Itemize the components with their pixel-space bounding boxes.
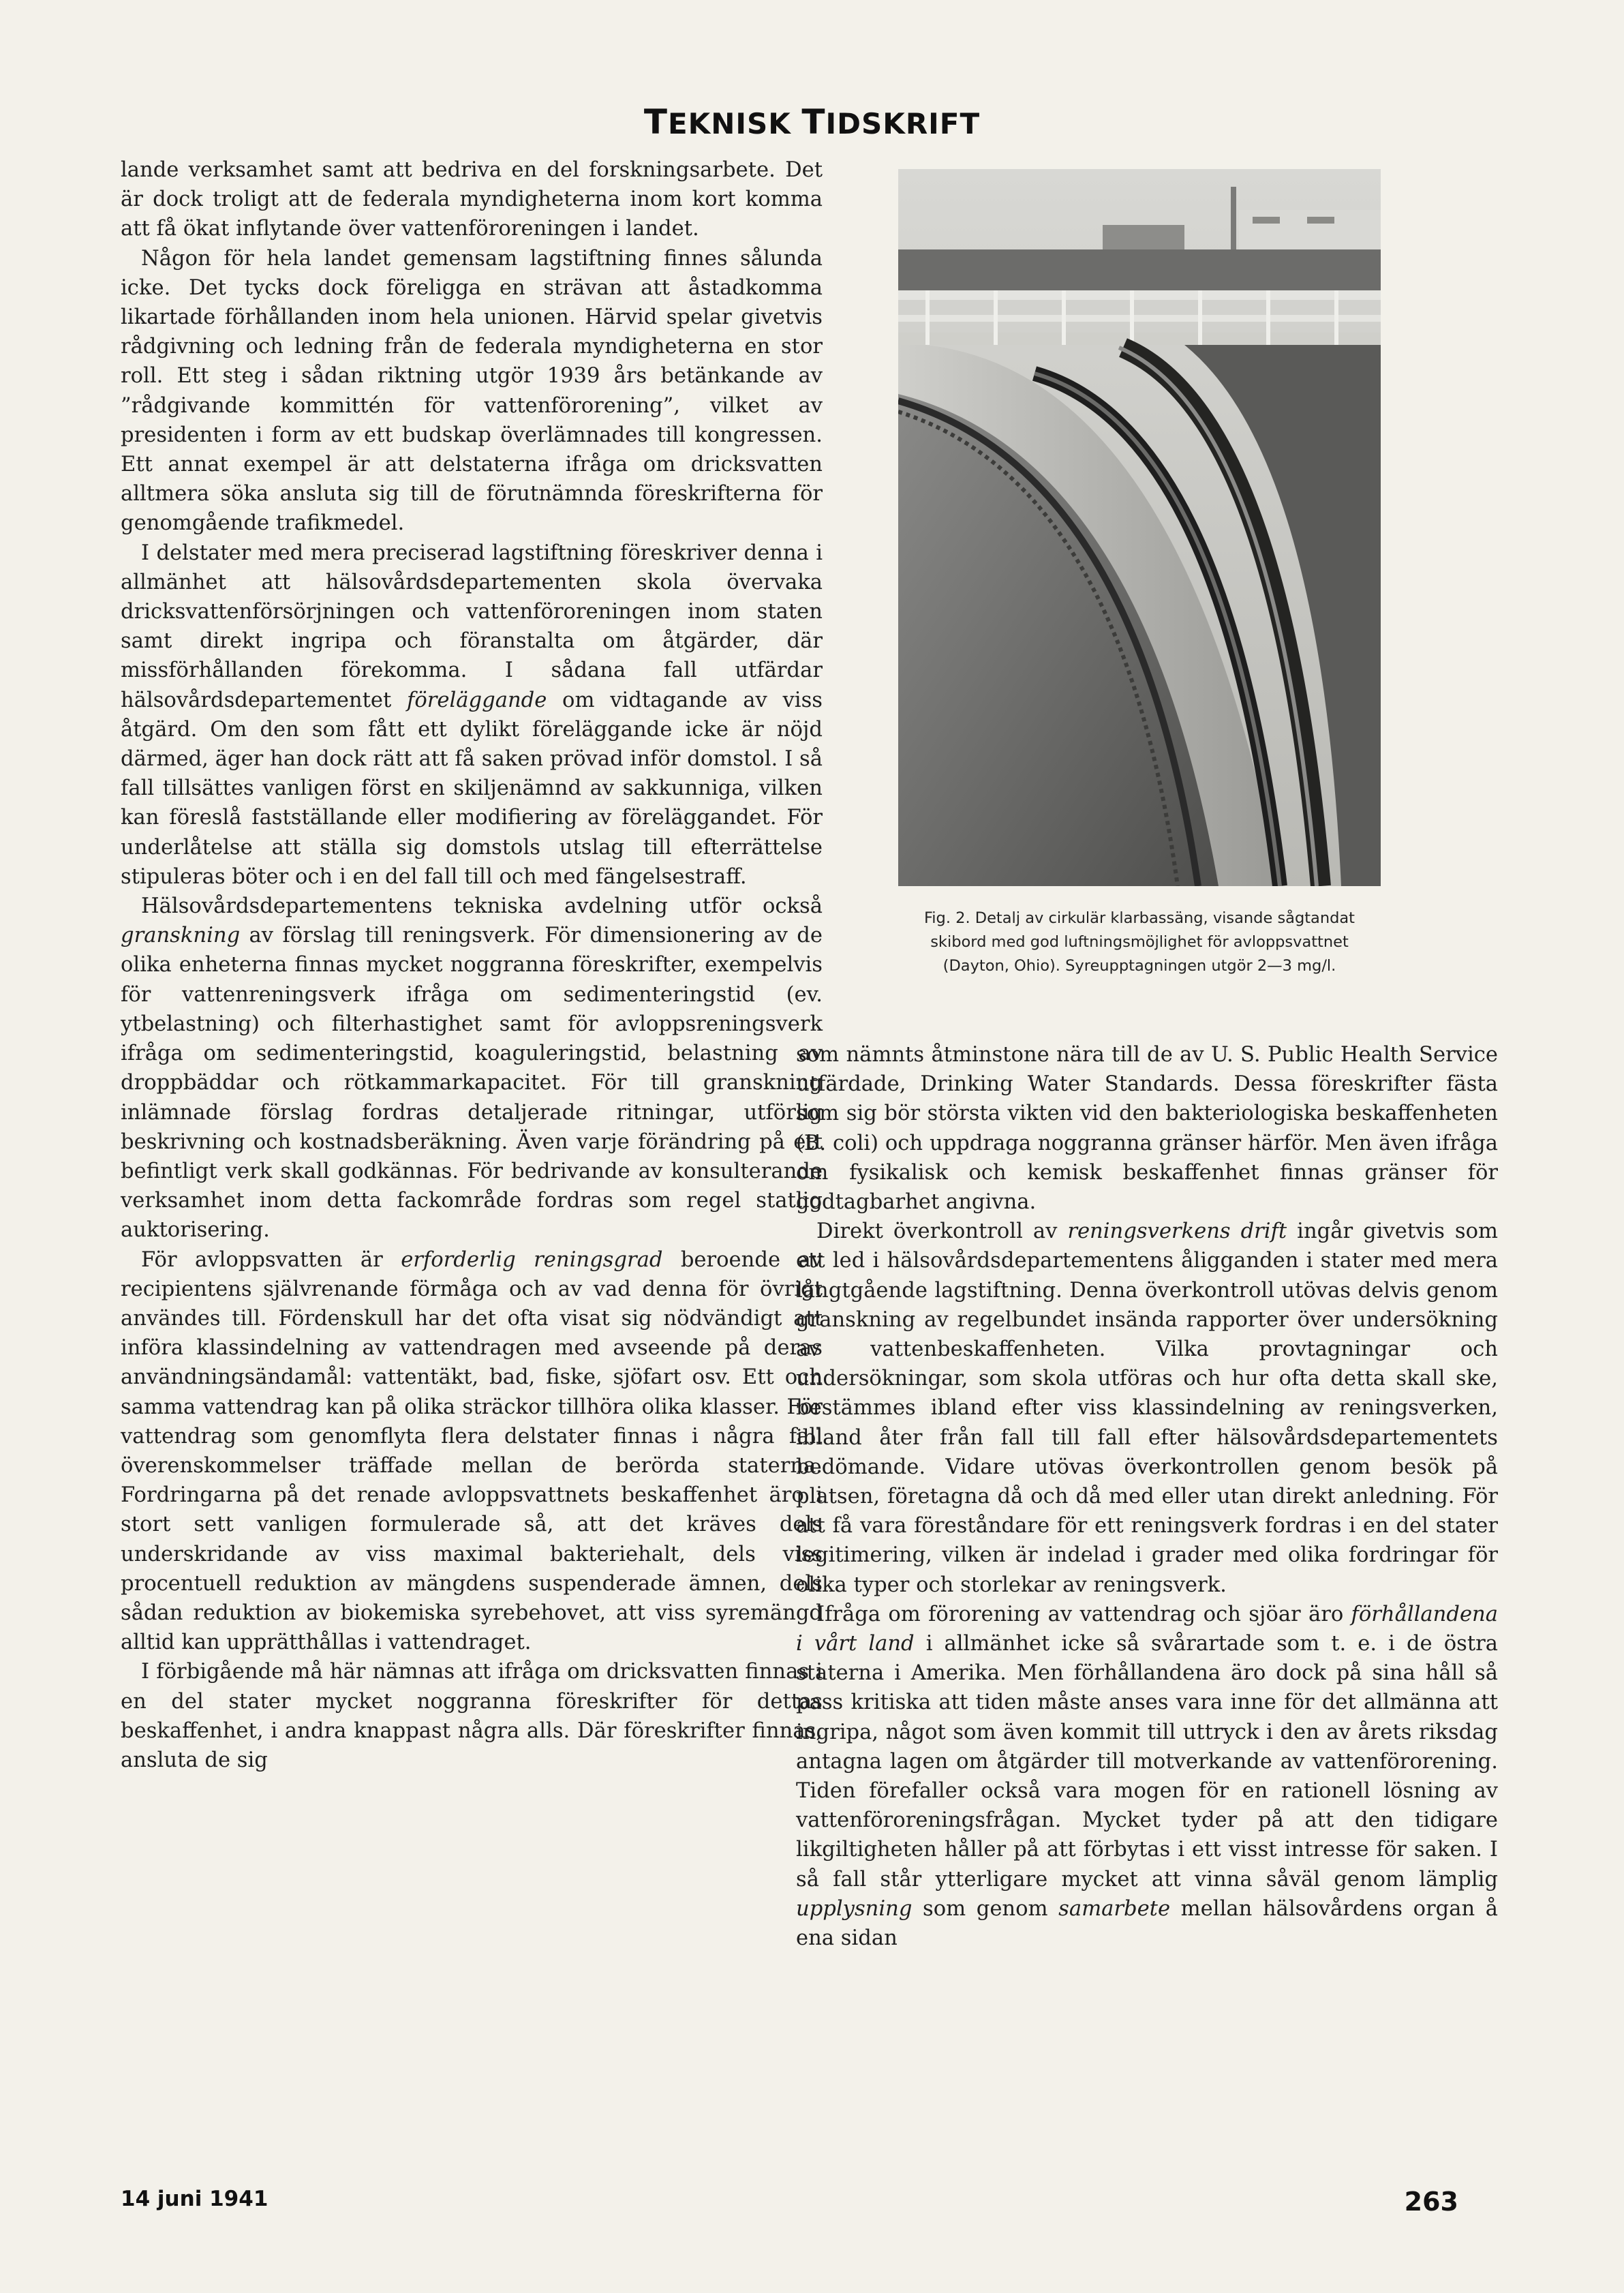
right-text-column: [796, 1040, 1498, 1953]
paragraph: [796, 1040, 1498, 1217]
text-run: ingår givetvis som ett led i hälsovårdsdepartementens åligganden i stater med mera långtgående lagstiftning. Denna överkontroll utövas delvis genom granskning av regelbundet insända rapporter över undersökning av vattenbeskaffenheten. Vilka provtagningar och undersökningar, som skola utföras och hur ofta detta skall ske, bestämmes ibland efter viss klassindelning av reningsverken, ibland åter från fall till fall efter hälsovårdsdepartementets bedömande. Vidare utövas överkontrollen genom besök på platsen, företagna då och då med eller utan direkt anledning. För att få vara föreståndare för ett reningsverk fordras i en del stater legitimering, vilken är indelad i grader med olika fordringar för olika typer och storlekar av reningsverk.: [796, 1219, 1498, 1597]
emphasized-text: samarbete: [1058, 1896, 1171, 1921]
figure-caption: Fig. 2. Detalj av cirkulär klarbassäng, visande sågtandat skibord med god luftningsmöjlighet för avloppsvattnet (Dayton, Ohio). Syreupptagningen utgör 2—3 mg/l.: [924, 909, 1355, 975]
text-run: om vidtagande av viss åtgärd. Om den som fått ett dylikt föreläggande icke är nöjd därmed, äger han dock rätt att få saken prövad inför domstol. I så fall tillsättes vanligen först en skiljenämnd av sakkunniga, vilken kan föreslå fastställande eller modifiering av föreläggandet. För underlåtelse att ställa sig domstols utslag till efterrättelse stipuleras böter och i en del fall till och med fängelsestraff.: [121, 688, 823, 889]
text-run: I förbigående må här nämnas att ifråga om dricksvatten finnas i en del stater mycket noggranna föreskrifter för dettas beskaffenhet, i andra knappast några alls. Där föreskrifter finnas, ansluta de sig: [121, 1660, 823, 1772]
text-run: Någon för hela landet gemensam lagstiftning finnes sålunda icke. Det tycks dock föreligga en strävan att åstadkomma likartade förhållanden inom hela unionen. Härvid spelar givetvis rådgivning och ledning från de federala myndigheterna en stor roll. Ett steg i sådan riktning utgör 1939 års betänkande av ”rådgivande kommittén för vattenförorening”, vilket av presidenten i form av ett budskap överlämnades till kongressen. Ett annat exempel är att delstaterna ifråga om dricksvatten alltmera söka ansluta sig till de förutnämnda föreskrifterna för genomgående trafikmedel.: [121, 246, 823, 536]
text-run: i allmänhet icke så svårartade som t. e. i de östra staterna i Amerika. Men förhållandena äro dock på sina håll så pass kritiska att tiden måste anses vara inne för det allmänna att ingripa, något som även kommit till uttryck i den av årets riksdag antagna lagen om åtgärder till motverkande av vattenförorening. Tiden förefaller också vara mogen för en rationell lösning av vattenföroreningsfrågan. Mycket tyder på att den tidigare likgiltigheten håller på att förbytas i ett visst intresse för saken. I så fall står ytterligare mycket att vinna såväl genom lämplig: [796, 1632, 1498, 1892]
text-run: Direkt överkontroll av: [816, 1219, 1068, 1244]
text-run: Ifråga om förorening av vattendrag och sjöar äro: [816, 1602, 1351, 1626]
paragraph: [121, 1245, 823, 1658]
paragraph: [121, 244, 823, 538]
emphasized-text: erforderlig reningsgrad: [401, 1247, 663, 1272]
paragraph: [796, 1217, 1498, 1600]
text-run: För avloppsvatten är: [141, 1247, 401, 1272]
emphasized-text: föreläggande: [407, 688, 547, 712]
page-number: 263: [1404, 2187, 1458, 2217]
text-run: beroende av recipientens självrenande förmåga och av vad denna för övrigt användes till. Fördenskull har det ofta visat sig nödvändigt att införa klassindelning av vattendragen med avseende på deras användningsändamål: vattentäkt, bad, fiske, sjöfart osv. Ett och samma vattendrag kan på olika sträckor tillhöra olika klasser. För vattendrag som genomflyta flera delstater finnas i några fall överenskommelser träffade mellan de berörda staterna. Fordringarna på det renade avloppsvattnets beskaffenhet äro i stort sett vanligen formulerade så, att det kräves dels underskridande av viss maximal bakteriehalt, dels viss procentuell reduktion av mängdens suspenderade ämnen, dels sådan reduktion av biokemiska syrebehovet, att viss syremängd alltid kan upprätthållas i vattendraget.: [121, 1247, 823, 1655]
text-run: Hälsovårdsdepartementens tekniska avdelning utför också: [141, 894, 823, 919]
paragraph: [121, 538, 823, 892]
paragraph: [121, 155, 823, 244]
paragraph: [796, 1600, 1498, 1953]
paragraph: [121, 1657, 823, 1775]
text-run: av förslag till reningsverk. För dimensionering av de olika enheterna finnas mycket noggranna föreskrifter, exempelvis för vattenreningsverk ifråga om sedimenteringstid (ev. ytbelastning) och filterhastighet samt för avloppsreningsverk ifråga om sedimenteringstid, koaguleringstid, belastning av droppbäddar och rötkammarkapacitet. För till granskning inlämnade förslag fordras detaljerade ritningar, utförlig beskrivning och kostnadsberäkning. Även varje förändring på ett befintligt verk skall godkännas. För bedrivande av konsulterande verksamhet inom detta fackområde fordras som regel statlig auktorisering.: [121, 924, 823, 1243]
text-run: mellan hälsovårdens organ å ena sidan: [796, 1896, 1498, 1951]
emphasized-text: förhållandena i vårt land: [796, 1602, 1498, 1656]
journal-masthead: TEKNISK TIDSKRIFT: [643, 102, 981, 142]
issue-date: 14 juni 1941: [121, 2187, 269, 2211]
left-text-column: [121, 155, 823, 1775]
text-run: I delstater med mera preciserad lagstiftning föreskriver denna i allmänhet att hälsovårdsdepartementen skola övervaka dricksvattenförsörjningen och vattenföroreningen inom staten samt direkt ingripa och föranstalta om åtgärder, där missförhållanden förekomma. I sådana fall utfärdar hälsovårdsdepartementet: [121, 541, 823, 712]
text-run: lande verksamhet samt att bedriva en del forskningsarbete. Det är dock troligt att de federala myndigheterna inom kort komma att få ökat inflytande över vattenföroreningen i landet.: [121, 158, 823, 241]
paragraph: [121, 892, 823, 1245]
emphasized-text: granskning: [121, 924, 241, 948]
emphasized-text: reningsverkens drift: [1067, 1219, 1287, 1244]
figure-photo-clarifier-basin: [898, 169, 1381, 886]
text-run: som nämnts åtminstone nära till de av U. S. Public Health Service utfärdade, Drinking Water Standards. Dessa föreskrifter fästa som sig bör största vikten vid den bakteriologiska beskaffenheten (B. coli) och uppdraga noggranna gränser härför. Men även ifråga om fysikalisk och kemisk beskaffenhet finnas gränser för godtagbarhet angivna.: [796, 1043, 1498, 1215]
emphasized-text: upplysning: [796, 1896, 913, 1921]
text-run: som genom: [912, 1896, 1059, 1921]
